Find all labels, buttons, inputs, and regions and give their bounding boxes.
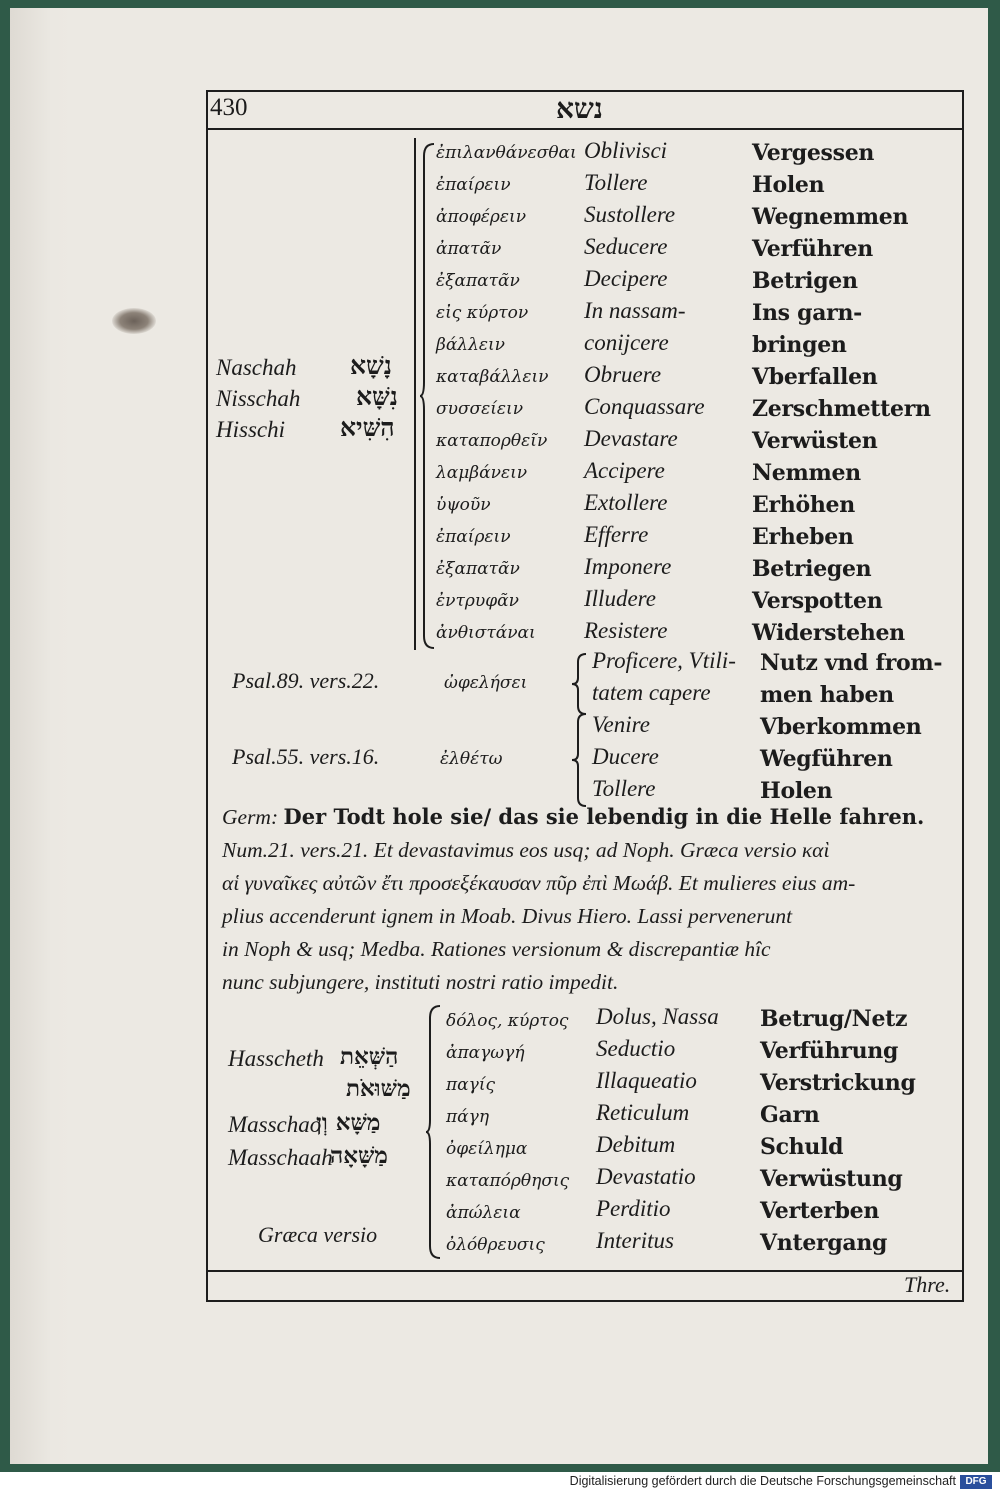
psal89-german-0: Nutz vnd from- (760, 650, 943, 676)
section1-greek-13: ἐξαπατᾶν (436, 559, 520, 579)
section2-german-1: Verführung (760, 1038, 899, 1064)
psal89-greek: ὠφελήσει (444, 673, 528, 693)
section1-german-5: Ins garn- (752, 300, 862, 326)
section2-german-6: Verterben (760, 1198, 880, 1224)
section1-latin-8: Conquassare (584, 394, 705, 419)
section1-german-11: Erhöhen (752, 492, 855, 518)
psal55-latin-1: Ducere (592, 744, 659, 769)
section2-greek-6: ἀπώλεια (446, 1203, 521, 1223)
frame-header-rule (206, 128, 964, 130)
section1-latin-14: Illudere (584, 586, 656, 611)
section1-latin-4: Decipere (584, 266, 668, 291)
section2-latin-4: Debitum (596, 1132, 676, 1157)
section1-greek-4: ἐξαπατᾶν (436, 271, 520, 291)
section1-german-2: Wegnemmen (752, 204, 909, 230)
section1-german-0: Vergessen (752, 140, 875, 166)
paragraph-line-0: Num.21. vers.21. Et devastavimus eos usq; ad Noph. Græca versio καὶ (222, 838, 830, 862)
section1-greek-3: ἀπατᾶν (436, 239, 502, 259)
psal55-latin-2: Tollere (592, 776, 656, 801)
section2-hebrew-hasscheth: הַשְּׁאֵת (340, 1043, 399, 1070)
paragraph-line-2: plius accenderunt ignem in Moab. Divus Hiero. Lassi pervenerunt (222, 904, 793, 928)
commentary-paragraph (222, 800, 964, 999)
section2-greek-4: ὀφείλημα (446, 1139, 528, 1159)
dfg-logo-icon: DFG (960, 1475, 992, 1489)
section1-divider-rule (414, 138, 416, 650)
section1-greek-12: ἐπαίρειν (436, 527, 511, 547)
section1-german-10: Nemmen (752, 460, 861, 486)
section2-german-7: Vntergang (760, 1230, 888, 1256)
germ-label: Germ: (222, 805, 279, 829)
frame-foot-rule (206, 1300, 964, 1302)
section2-greek-5: καταπόρθησις (446, 1171, 570, 1191)
psal89-german-1: men haben (760, 682, 894, 708)
section1-greek-15: ἀνθιστάναι (436, 623, 536, 643)
section1-translit-naschah: Naschah (216, 355, 297, 380)
psal55-reference: Psal.55. vers.16. (232, 744, 380, 769)
section2-greek-2: παγίς (446, 1075, 495, 1095)
section2-greek-0: δόλος, κύρτος (446, 1011, 569, 1031)
section2-translit-masschaah: Masschaah (228, 1145, 333, 1170)
section1-greek-0: ἐπιλανθάνεσθαι (436, 143, 577, 163)
section1-german-13: Betriegen (752, 556, 872, 582)
section2-latin-2: Illaqueatio (596, 1068, 697, 1093)
section2-latin-0: Dolus, Nassa (596, 1004, 719, 1029)
section2-translit-masschao: Masschao (228, 1112, 322, 1137)
psal55-greek: ἐλθέτω (440, 749, 503, 769)
section1-german-3: Verführen (752, 236, 873, 262)
page-number: 430 (210, 94, 248, 121)
section1-latin-1: Tollere (584, 170, 648, 195)
psal89-latin-0: Proficere, Vtili- (592, 648, 736, 673)
section1-latin-5: In nassam- (584, 298, 686, 323)
section2-latin-6: Perditio (596, 1196, 671, 1221)
digitization-footer (0, 1472, 1000, 1492)
section1-greek-6: βάλλειν (436, 335, 505, 355)
section2-latin-3: Reticulum (596, 1100, 690, 1125)
section2-german-5: Verwüstung (760, 1166, 903, 1192)
frame-right-rule (962, 90, 964, 1302)
psal55-german-2: Holen (760, 778, 833, 804)
section1-greek-7: καταβάλλειν (436, 367, 549, 387)
frame-left-rule (206, 90, 208, 1302)
section2-brace (426, 1004, 442, 1260)
section2-german-2: Verstrickung (760, 1070, 916, 1096)
section1-greek-1: ἐπαίρειν (436, 175, 511, 195)
section2-german-0: Betrug/Netz (760, 1006, 908, 1032)
section2-latin-5: Devastatio (596, 1164, 696, 1189)
section1-german-4: Betrigen (752, 268, 858, 294)
section2-latin-7: Interitus (596, 1228, 674, 1253)
section2-german-4: Schuld (760, 1134, 844, 1160)
section1-german-14: Verspotten (752, 588, 883, 614)
section2-hebrew-masschao: מַשָּׁא וְן (316, 1109, 381, 1136)
psal55-latin-0: Venire (592, 712, 650, 737)
section1-german-1: Holen (752, 172, 825, 198)
germ-text: Der Todt hole sie/ das sie lebendig in die Helle fahren. (283, 804, 925, 829)
section1-greek-10: λαμβάνειν (436, 463, 528, 483)
section1-german-15: Widerstehen (752, 620, 905, 646)
section1-latin-11: Extollere (584, 490, 668, 515)
section1-greek-5: εἰς κύρτον (436, 303, 529, 323)
section1-hebrew-nisschah: נִשָּׁא (356, 382, 398, 411)
section1-latin-9: Devastare (584, 426, 678, 451)
section1-latin-12: Efferre (584, 522, 649, 547)
germ-translation-line (222, 800, 964, 834)
binding-shadow (10, 8, 74, 1464)
psal55-german-0: Vberkommen (760, 714, 922, 740)
section2-translit-hasscheth: Hasscheth (228, 1046, 324, 1071)
psal89-reference: Psal.89. vers.22. (232, 668, 380, 693)
section1-greek-14: ἐντρυφᾶν (436, 591, 519, 611)
section1-greek-9: καταπορθεῖν (436, 431, 548, 451)
section2-hebrew-masschuoth: מַשּׁוּאֹת (346, 1075, 411, 1102)
running-head: נשא (556, 92, 603, 125)
section1-german-7: Vberfallen (752, 364, 878, 390)
section1-latin-7: Obruere (584, 362, 662, 387)
section1-translit-hisschi: Hisschi (216, 417, 285, 442)
section1-latin-15: Resistere (584, 618, 668, 643)
frame-bottom-rule (206, 1270, 964, 1272)
section2-greek-1: ἀπαγωγή (446, 1043, 525, 1063)
section1-greek-11: ὑψοῦν (436, 495, 491, 515)
section1-greek-8: συσσείειν (436, 399, 524, 419)
section1-brace (420, 142, 436, 650)
section1-latin-10: Accipere (584, 458, 665, 483)
section1-greek-2: ἀποφέρειν (436, 207, 527, 227)
section2-greek-3: πάγη (446, 1107, 489, 1127)
section2-version-label: Græca versio (258, 1222, 378, 1247)
section1-latin-2: Sustollere (584, 202, 676, 227)
section2-hebrew-masschaah: מַשָּׁאָה (330, 1142, 388, 1169)
section1-latin-6: conijcere (584, 330, 669, 355)
section2-greek-7: ὀλόθρευσις (446, 1235, 545, 1255)
section2-latin-1: Seductio (596, 1036, 676, 1061)
psal89-brace (572, 652, 588, 716)
paragraph-line-1: αἱ γυναῖκες αὐτῶν ἔτι προσεξέκαυσαν πῦρ ἐπὶ Μωάβ. Et mulieres eius am- (222, 871, 856, 895)
section1-translit-nisschah: Nisschah (216, 386, 301, 411)
paragraph-line-3: in Noph & usq; Medba. Rationes versionum & discrepantiæ hîc (222, 937, 771, 961)
catchword: Thre. (904, 1272, 951, 1297)
paragraph-line-4: nunc subjungere, instituti nostri ratio impedit. (222, 970, 619, 994)
psal55-german-1: Wegführen (760, 746, 893, 772)
section2-german-3: Garn (760, 1102, 820, 1128)
section1-hebrew-hisschi: הִשִּׁיא (340, 413, 395, 442)
section1-latin-0: Oblivisci (584, 138, 668, 163)
footer-credit: Digitalisierung gefördert durch die Deutsche Forschungsgemeinschaft (569, 1474, 956, 1488)
section1-latin-3: Seducere (584, 234, 668, 259)
section1-german-12: Erheben (752, 524, 854, 550)
section1-german-6: bringen (752, 332, 847, 358)
section1-german-8: Zerschmettern (752, 396, 931, 422)
section1-latin-13: Imponere (584, 554, 672, 579)
section1-german-9: Verwüsten (752, 428, 878, 454)
psal89-latin-1: tatem capere (592, 680, 711, 705)
section1-hebrew-naschah: נָשָׁא (350, 351, 392, 380)
ink-smudge (112, 308, 156, 334)
psal55-brace (572, 712, 588, 808)
